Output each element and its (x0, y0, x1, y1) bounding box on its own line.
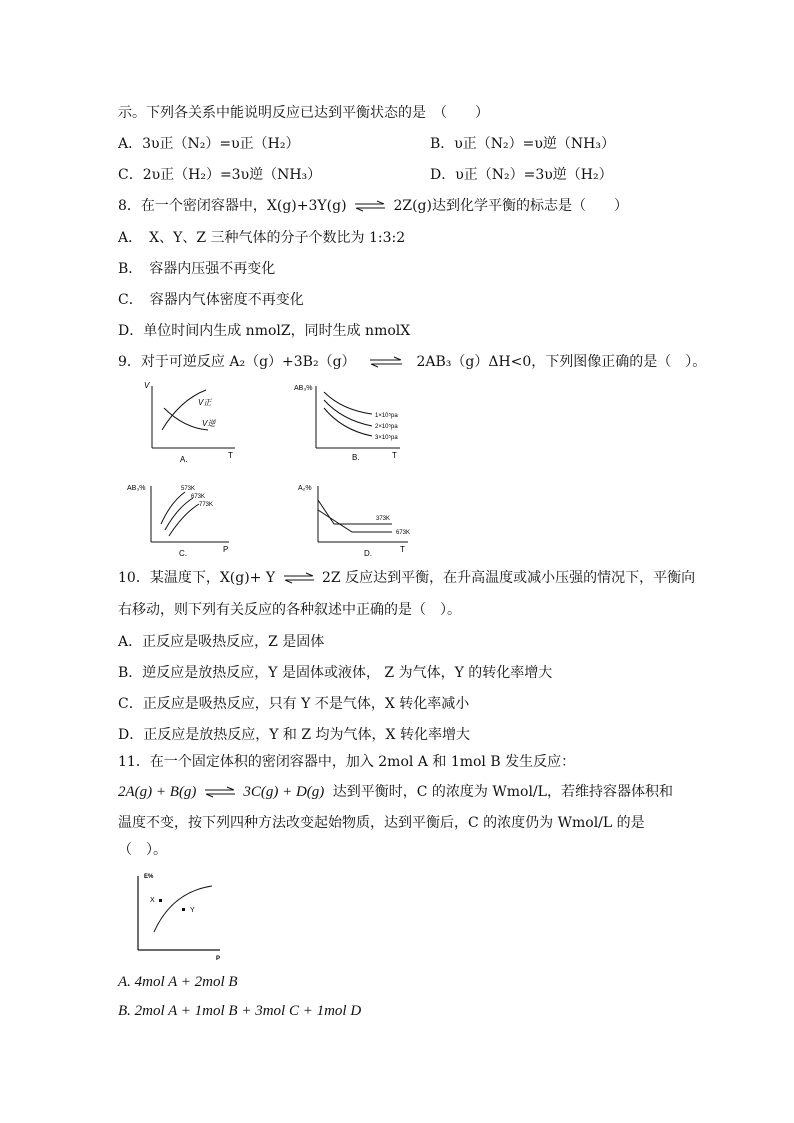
equilibrium-arrow-icon (282, 572, 316, 584)
q8-stem (118, 196, 628, 216)
q8-option-c: C． 容器内气体密度不再变化 (118, 292, 304, 308)
q9b-label-3: 3×10⁵pa (375, 435, 398, 441)
q9a-ylabel: V (144, 381, 150, 390)
q9-figure-c (125, 478, 240, 563)
q7-option-a: A．3υ正（N₂）=υ正（H₂） (118, 136, 300, 152)
q9b-ylabel: AB₃% (294, 385, 313, 392)
q9-stem-part2: 2AB₃（g）ΔH<0，下列图像正确的是（ ）。 (416, 354, 707, 370)
q8-option-b: B． 容器内压强不再变化 (118, 261, 276, 277)
equilibrium-arrow-icon (203, 786, 237, 798)
q9d-ylabel: A₂% (298, 485, 312, 492)
q9c-xlabel: P (223, 545, 229, 554)
q11-equation-tail: 达到平衡时，C 的浓度为 Wmol/L，若维持容器体积和 (332, 784, 673, 800)
q10-option-d: D．正反应是放热反应，Y 和 Z 均为气体，X 转化率增大 (118, 727, 470, 743)
q11-fig-xlabel: P (216, 956, 221, 962)
q8-option-d: D．单位时间内生成 nmolZ，同时生成 nmolX (118, 323, 411, 339)
q9d-xlabel: T (400, 545, 405, 554)
q9b-xlabel: T (392, 451, 397, 460)
q9d-caption: D. (364, 549, 372, 558)
q10-stem-part1: 10．某温度下，X(g)+ Y (118, 570, 276, 586)
q10-option-b: B．逆反应是放热反应，Y 是固体或液体， Z 为气体，Y 的转化率增大 (118, 665, 553, 681)
q9b-label-1: 1×10⁵pa (375, 413, 398, 419)
q9-stem-part1: 9．对于可逆反应 A₂（g）+3B₂（g） (118, 354, 356, 370)
q10-stem-part2: 2Z 反应达到平衡，在升高温度或减小压强的情况下，平衡向 (322, 570, 696, 586)
q7-option-b: B．υ正（N₂）=υ逆（NH₃） (430, 136, 615, 152)
q8-stem-part2: 2Z(g)达到化学平衡的标志是（ ） (393, 198, 628, 214)
equilibrium-arrow-icon (366, 356, 406, 368)
q11-option-a: A. 4mol A + 2mol B (118, 974, 238, 990)
q11-fig-ylabel: E% (144, 874, 154, 880)
q9a-curve2-label: V逆 (202, 419, 216, 428)
q7-option-c: C．2υ正（H₂）=3υ逆（NH₃） (118, 167, 322, 183)
q11-point-y (182, 908, 185, 911)
q9b-caption: B. (352, 453, 360, 462)
q9b-label-2: 2×10⁵pa (375, 424, 398, 430)
q7-stem: 示。下列各关系中能说明反应已达到平衡状态的是 （ ） (118, 105, 489, 121)
q11-option-b: B. 2mol A + 1mol B + 3mol C + 1mol D (118, 1003, 362, 1019)
q9-figure-a (140, 378, 250, 468)
q9-figure-d (294, 478, 419, 563)
q10-option-a: A．正反应是吸热反应，Z 是固体 (118, 634, 325, 650)
q7-option-d: D．υ正（N₂）=3υ逆（H₂） (430, 167, 613, 183)
q9-figure-b (292, 378, 412, 468)
q9-stem (118, 352, 706, 372)
q9c-ylabel: AB₃% (127, 485, 146, 492)
q9d-label-2: 673K (396, 530, 411, 536)
q11-equation-left: 2A(g) + B(g) (118, 784, 197, 800)
q9a-caption: A. (180, 455, 188, 464)
q9c-label-2: 673K (191, 494, 206, 500)
q8-option-a: A． X、Y、Z 三种气体的分子个数比为 1:3:2 (118, 230, 406, 246)
q11-point-y-label: Y (190, 907, 195, 914)
q9c-caption: C. (179, 549, 187, 558)
q11-equation-line (118, 782, 673, 802)
q8-stem-part1: 8．在一个密闭容器中，X(g)+3Y(g) (118, 198, 347, 214)
equilibrium-arrow-icon (353, 200, 387, 212)
q9d-label-1: 373K (376, 516, 391, 522)
q9c-label-1: 573K (181, 486, 196, 492)
q11-figure (128, 868, 238, 963)
q11-point-x-label: X (150, 897, 155, 904)
q11-equation-right: 3C(g) + D(g) (243, 784, 325, 800)
q9a-curve1-label: V正 (198, 398, 212, 407)
q11-stem: 11．在一个固定体积的密闭容器中，加入 2mol A 和 1mol B 发生反应： (118, 754, 576, 770)
q10-stem-line2: 右移动，则下列有关反应的各种叙述中正确的是（ ）。 (118, 602, 461, 618)
q11-stem-line3: 温度不变，按下列四种方法改变起始物质，达到平衡后，C 的浓度仍为 Wmol/L 的是 (118, 815, 645, 831)
q9a-xlabel: T (228, 451, 233, 460)
q11-stem-line4: （ ）。 (118, 842, 167, 858)
q9c-label-3: 773K (199, 502, 214, 508)
q10-option-c: C．正反应是吸热反应，只有 Y 不是气体，X 转化率减小 (118, 696, 470, 712)
q10-stem (118, 568, 695, 588)
q11-point-x (159, 899, 162, 902)
